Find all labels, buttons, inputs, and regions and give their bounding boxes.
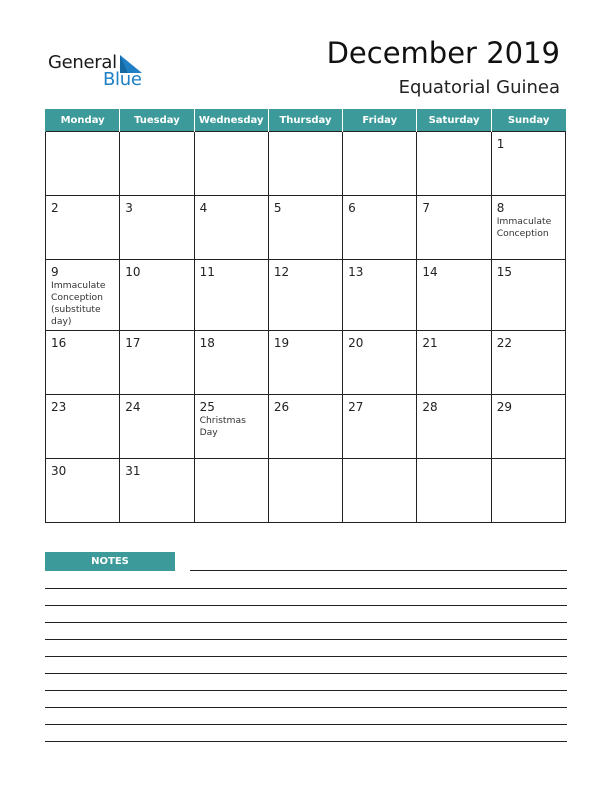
day-number: 4 bbox=[199, 201, 208, 215]
day-number: 15 bbox=[496, 265, 512, 279]
week-row bbox=[46, 196, 566, 260]
day-cell bbox=[120, 331, 194, 395]
logo-blue-text: Blue bbox=[103, 69, 142, 90]
day-number: 26 bbox=[273, 400, 290, 414]
day-cell bbox=[194, 196, 268, 260]
country-name: Equatorial Guinea bbox=[398, 77, 560, 98]
day-number: 3 bbox=[125, 201, 133, 215]
weekday-header: Saturday bbox=[417, 109, 491, 132]
day-cell bbox=[194, 331, 268, 395]
week-row bbox=[46, 260, 566, 331]
calendar-grid bbox=[45, 109, 566, 523]
notes-rule-line bbox=[45, 656, 567, 657]
day-number: 16 bbox=[51, 336, 67, 350]
weekday-header: Tuesday bbox=[120, 109, 194, 132]
holiday-label: Immaculate Conception bbox=[496, 216, 552, 239]
notes-rule-line bbox=[45, 639, 567, 640]
day-number: 30 bbox=[51, 464, 67, 478]
day-cell bbox=[46, 196, 120, 260]
day-number: 13 bbox=[348, 265, 364, 279]
day-cell bbox=[417, 132, 491, 196]
day-cell bbox=[343, 331, 417, 395]
day-number: 19 bbox=[273, 336, 290, 350]
weekday-header: Thursday bbox=[268, 109, 342, 132]
day-cell bbox=[194, 459, 268, 523]
day-number: 28 bbox=[422, 400, 438, 414]
day-cell bbox=[194, 260, 268, 331]
day-cell bbox=[417, 395, 491, 459]
day-cell bbox=[343, 196, 417, 260]
day-number: 27 bbox=[348, 400, 364, 414]
week-row bbox=[46, 395, 566, 459]
day-number: 5 bbox=[273, 201, 282, 215]
day-cell bbox=[120, 132, 194, 196]
notes-rule-line bbox=[45, 741, 567, 742]
week-row bbox=[46, 459, 566, 523]
weekday-header: Monday bbox=[46, 109, 120, 132]
week-row bbox=[46, 132, 566, 196]
week-row bbox=[46, 331, 566, 395]
day-number: 24 bbox=[125, 400, 141, 414]
day-number: 20 bbox=[348, 336, 364, 350]
day-number: 1 bbox=[496, 137, 505, 151]
day-number: 6 bbox=[348, 201, 356, 215]
notes-rule-line bbox=[45, 724, 567, 725]
day-cell bbox=[194, 132, 268, 196]
day-cell bbox=[46, 395, 120, 459]
day-cell bbox=[268, 395, 342, 459]
day-number: 12 bbox=[273, 265, 290, 279]
day-number: 11 bbox=[199, 265, 215, 279]
day-cell bbox=[491, 196, 565, 260]
day-cell bbox=[268, 331, 342, 395]
weekday-header: Wednesday bbox=[194, 109, 268, 132]
day-cell bbox=[343, 459, 417, 523]
notes-rule-line bbox=[45, 707, 567, 708]
weekday-header-row bbox=[46, 109, 566, 132]
day-cell bbox=[46, 260, 120, 331]
day-number: 8 bbox=[496, 201, 505, 215]
day-cell bbox=[46, 331, 120, 395]
day-number: 29 bbox=[496, 400, 512, 414]
day-number: 25 bbox=[199, 400, 215, 414]
day-cell bbox=[120, 459, 194, 523]
day-number: 31 bbox=[125, 464, 141, 478]
day-number: 7 bbox=[422, 201, 431, 215]
day-cell bbox=[343, 395, 417, 459]
day-cell bbox=[491, 331, 565, 395]
day-number: 17 bbox=[125, 336, 141, 350]
day-number: 10 bbox=[125, 265, 141, 279]
notes-rule-line bbox=[190, 570, 567, 571]
day-number: 9 bbox=[51, 265, 59, 279]
holiday-label: Christmas Day bbox=[199, 415, 246, 438]
notes-rule-line bbox=[45, 690, 567, 691]
day-number: 22 bbox=[496, 336, 512, 350]
day-cell bbox=[491, 260, 565, 331]
weekday-header: Friday bbox=[343, 109, 417, 132]
notes-rule-line bbox=[45, 605, 567, 606]
day-cell bbox=[46, 459, 120, 523]
day-number: 21 bbox=[422, 336, 438, 350]
day-cell bbox=[491, 395, 565, 459]
notes-heading: NOTES bbox=[45, 552, 175, 571]
day-cell bbox=[268, 132, 342, 196]
day-cell bbox=[491, 459, 565, 523]
day-cell bbox=[268, 196, 342, 260]
notes-rule-line bbox=[45, 673, 567, 674]
day-cell bbox=[268, 260, 342, 331]
day-cell bbox=[417, 331, 491, 395]
day-cell bbox=[417, 459, 491, 523]
notes-rule-line bbox=[45, 622, 567, 623]
day-cell bbox=[194, 395, 268, 459]
day-cell bbox=[120, 196, 194, 260]
day-cell bbox=[268, 459, 342, 523]
day-number: 18 bbox=[199, 336, 215, 350]
weekday-header: Sunday bbox=[491, 109, 565, 132]
day-cell bbox=[120, 260, 194, 331]
logo-general-text: General bbox=[48, 52, 117, 73]
notes-rule-line bbox=[45, 588, 567, 589]
day-number: 2 bbox=[51, 201, 59, 215]
day-number: 23 bbox=[51, 400, 67, 414]
day-cell bbox=[491, 132, 565, 196]
day-cell bbox=[417, 196, 491, 260]
day-number: 14 bbox=[422, 265, 438, 279]
day-cell bbox=[120, 395, 194, 459]
holiday-label: Immaculate Conception (substitute day) bbox=[51, 280, 106, 327]
day-cell bbox=[417, 260, 491, 331]
day-cell bbox=[343, 132, 417, 196]
day-cell bbox=[343, 260, 417, 331]
day-cell bbox=[46, 132, 120, 196]
logo bbox=[48, 52, 148, 92]
page-title: December 2019 bbox=[326, 36, 560, 70]
